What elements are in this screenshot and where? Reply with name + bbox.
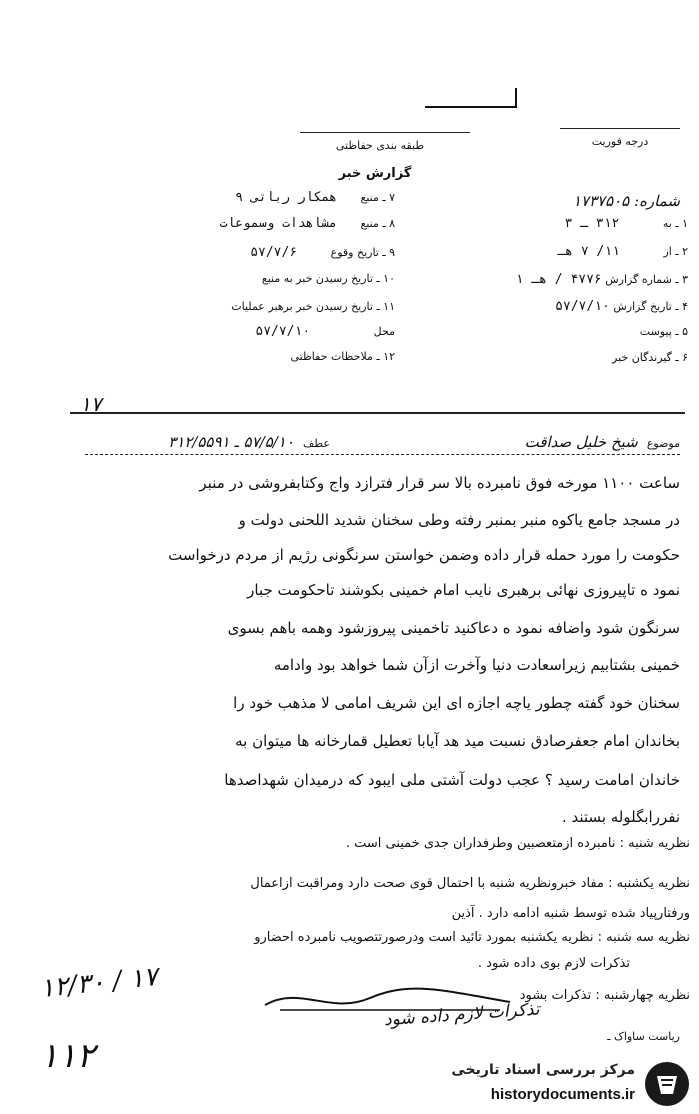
- field-security-notes: [75, 350, 395, 363]
- opinion-tuesday: نظریه سه شنبه : نظریه یکشنبه بمورد تائید است ودرصورتتصویب نامبرده احضارو: [254, 930, 690, 945]
- page-number: ۱۱۲: [40, 1036, 95, 1076]
- body-line: نمود ه تاپیروزی نهائی برهبری نایب امام خمینی بکوشند تاحکومت جبار: [247, 581, 680, 599]
- field-label: محل: [373, 325, 395, 338]
- field-label: ۶ ـ گیرندگان خبر: [612, 351, 688, 364]
- watermark-url: historydocuments.ir: [490, 1086, 635, 1103]
- field-place: [75, 324, 395, 339]
- signature-scribble: [260, 980, 520, 1020]
- blank-priority-box: [425, 88, 517, 108]
- opinion-tuesday-cont: تذکرات لازم بوی داده شود .: [477, 956, 630, 971]
- header-separator: [70, 412, 685, 414]
- field-label: ۱۱ ـ تاریخ رسیدن خبر برهبر عملیات: [231, 300, 395, 313]
- field-value: ۵۷/۷/۱۰: [255, 324, 311, 339]
- field-label: ۷ ـ منبع: [360, 191, 395, 204]
- field-label: ۱ ـ به: [662, 217, 688, 230]
- field-recipients: [418, 351, 688, 364]
- body-line: خاندان امامت رسید ؟ عجب دولت آشتی ملی ایبود که درمیدان شهداصدها: [224, 771, 680, 789]
- body-line: ساعت ۱۱۰۰ مورخه فوق نامبرده بالا سر قرار فترازد واج وکتابفروشی در منبر: [199, 474, 680, 492]
- header-rule-top: [300, 132, 470, 133]
- field-label: ۱۲ ـ ملاحظات حفاظتی: [290, 350, 395, 363]
- body-line: بخاندان امام جعفرصادق نسبت مید هد آیابا تعطیل قمارخانه ها میتوان به: [235, 732, 680, 750]
- watermark: [400, 1056, 695, 1111]
- archive-logo-icon: [643, 1060, 691, 1108]
- field-report-number: [418, 272, 688, 287]
- opinion-wednesday: نظریه چهارشنبه : تذکرات بشود: [519, 988, 690, 1003]
- subject-reference: [90, 432, 330, 451]
- reference-value: ۵۷/۵/۱۰ ـ ۳۱۲/۵۵۹۱: [168, 433, 294, 451]
- field-value: همکار رباتی ۹: [235, 190, 337, 205]
- field-value: ۴۷۷۶ / هـ ۱: [515, 272, 602, 287]
- field-report-date: [418, 299, 688, 314]
- field-label: ۸ ـ منبع: [360, 217, 395, 230]
- field-source: [75, 190, 395, 205]
- field-value: ۵۷/۷/۶: [250, 245, 298, 260]
- header-rule-top2: [560, 128, 680, 129]
- priority-label: درجه فوریت: [591, 135, 649, 148]
- reference-label: عطف: [303, 437, 330, 450]
- field-label: ۲ ـ از: [663, 245, 688, 258]
- field-label: ۴ ـ تاریخ گزارش: [613, 300, 688, 313]
- field-received-by-source: [75, 272, 395, 285]
- signature-note: تذکرات لازم داده شود: [383, 999, 541, 1031]
- handwritten-number: ۱۲/۳۰ / ۱۷: [38, 961, 160, 1005]
- opinion-sunday-cont: ورفتارپیاد شده توسط شنبه ادامه دارد . آذین: [451, 906, 690, 921]
- footer-fragment: ریاست ساواک ـ: [607, 1030, 680, 1043]
- field-label: ۱۰ ـ تاریخ رسیدن خبر به منبع: [261, 272, 395, 285]
- opinion-sunday: نظریه یکشنبه : مفاد خبرونظریه شنبه با احتمال قوی صحت دارد ومراقبت ازاعمال: [250, 876, 690, 891]
- field-value: ۳۱۲ ـ ۳: [564, 216, 620, 231]
- field-value: مشاهدات وسموعات: [219, 216, 337, 231]
- field-value: ۵۷/۷/۱۰: [555, 299, 610, 314]
- field-to: [418, 216, 688, 231]
- field-event-date: [75, 245, 395, 260]
- classification-label: طبقه بندی حفاظتی: [335, 139, 425, 152]
- body-line: حکومت را مورد حمله قرار داده وضمن خواستن سرنگونی رژیم از مردم درخواست: [168, 546, 680, 564]
- subject-text: شیخ خلیل صداقت: [524, 433, 638, 451]
- field-label: ۹ ـ تاریخ وقوع: [330, 246, 395, 259]
- field-received-by-leader: [75, 300, 395, 313]
- subject-rule: [85, 454, 680, 455]
- body-line: نفررابگلوله بستند .: [561, 808, 680, 826]
- watermark-title: مرکز بررسی اسناد تاریخی: [451, 1062, 635, 1078]
- field-label: ۵ ـ پیوست: [639, 325, 688, 338]
- source-number: شماره: ۱۷۳۷۵۰۵: [572, 192, 680, 210]
- body-line: سخنان خود گفته چطور یاچه اجازه ای این شریف امامی لا مذهب خود را: [233, 694, 680, 712]
- report-title: گزارش خبر: [338, 166, 412, 181]
- field-label: ۳ ـ شماره گزارش: [605, 273, 688, 286]
- field-attachment: [418, 325, 688, 338]
- field-source-2: [75, 216, 395, 231]
- body-line: خمینی بشتابیم زیراسعادت دنیا وآخرت ازآن شما خواهد بود وادامه: [273, 656, 680, 674]
- opinion-saturday: نظریه شنبه : نامبرده ازمتعصبین وطرفداران جدی خمینی است .: [345, 836, 690, 851]
- body-line: سرنگون شود واضافه نمود ه دعاکنید تاخمینی پیروزشود وهمه باهم بسوی: [227, 619, 680, 637]
- subject-label: موضوع: [646, 437, 680, 450]
- field-from: [418, 244, 688, 259]
- field-value: ۱۱/ ۷ هـ: [557, 244, 620, 259]
- margin-note: ۱۷: [80, 392, 102, 416]
- body-line: در مسجد جامع یاکوه منبر بمنبر رفته وطی سخنان شدید اللحنی دولت و: [238, 511, 680, 529]
